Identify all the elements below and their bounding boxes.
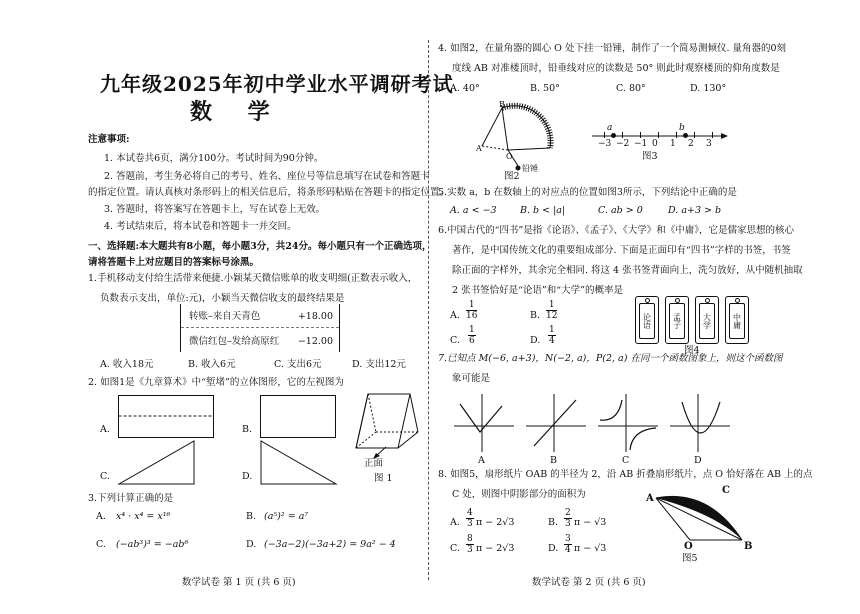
bookmark-hole — [705, 298, 710, 303]
note-2-cont: 的指定位置。请认真核对条形码上的相关信息后，将条形码粘贴在答题卡的指定位置。 — [88, 187, 450, 198]
number-line-tick-label: −2 — [616, 139, 630, 149]
q2-option-a-label[interactable]: A. — [100, 424, 110, 435]
q2-option-d-figure[interactable] — [260, 440, 340, 490]
q2-option-a-figure[interactable] — [118, 395, 218, 445]
q2-option-b-figure[interactable] — [260, 395, 340, 445]
q3-option-d-expr: (−3a−2)(−3a+2) = 9a² − 4 — [264, 539, 396, 550]
figure-4-bookmarks — [635, 296, 755, 346]
bookmark-hole — [675, 298, 680, 303]
q6-text-cont: 除正面的字样外，其余完全相同. 将这 4 张书签背面向上，洗匀放好，从中随机抽取 — [452, 265, 803, 276]
note-3: 3. 答题时，将答案写在答题卡上，写在试卷上无效。 — [104, 204, 326, 215]
bill-row-label: 转账–来自天青色 — [189, 311, 261, 322]
figure-2-protractor — [480, 100, 560, 178]
q1-text-cont: 负数表示支出，单位:元)，小颖当天微信收支的最终结果是 — [100, 293, 345, 304]
q7-graph-option-label[interactable]: D — [694, 455, 702, 466]
number-line-tick-label: −1 — [634, 139, 648, 149]
q4-option-c[interactable]: C. 80° — [616, 83, 646, 94]
q6-option-a-fraction: $\frac{1}{16}$ — [466, 300, 478, 321]
graph-curve — [460, 404, 502, 432]
right-page — [430, 0, 860, 614]
q8-option-c-label[interactable]: C. — [450, 543, 460, 554]
bookmark-hole — [645, 298, 650, 303]
q5-text: 5.实数 a，b 在数轴上的对应点的位置如图3所示，下列结论中正确的是 — [438, 187, 737, 198]
front-label: 正面 — [364, 458, 384, 469]
q6-text-cont: 著作，是中国传统文化的重要组成部分. 下面是正面印有“四书”字样的书签，书签 — [452, 245, 791, 256]
q4-option-a[interactable]: A. 40° — [450, 83, 480, 94]
fig2-label-a: A — [476, 144, 482, 153]
graph-curve — [682, 402, 720, 433]
q8-option-d-rest: π − √3 — [574, 543, 607, 554]
bookmark-text: 大学 — [699, 303, 715, 339]
q7-text-cont: 象可能是 — [452, 373, 491, 384]
q7-graph-option-label[interactable]: C — [622, 455, 630, 466]
fig5-label-c: C — [722, 485, 730, 496]
bookmark-hole — [735, 298, 740, 303]
q1-option-c[interactable]: C. 支出6元 — [274, 359, 322, 370]
q8-option-b-label[interactable]: B. — [548, 517, 559, 528]
q8-option-c-rest: π − 2√3 — [476, 543, 515, 554]
graph-axes — [526, 394, 586, 452]
q1-option-a[interactable]: A. 收入18元 — [100, 359, 154, 370]
q8-option-a-label[interactable]: A. — [450, 517, 460, 528]
figure-1-caption: 图 1 — [374, 473, 393, 484]
q7-text: 7.已知点 M(−6, a+3)，N(−2, a)，P(2, a) 在同一个函数图象上，则这个函数图 — [438, 353, 783, 364]
q3-option-c-expr: (−ab³)³ = −ab⁶ — [116, 539, 189, 550]
number-line-tick — [712, 132, 713, 138]
q8-option-d-label[interactable]: D. — [548, 543, 559, 554]
number-line-tick-label: 1 — [670, 139, 676, 149]
q6-text: 6.中国古代的“四书”是指《论语》、《孟子》、《大学》和《中庸》，它是儒家思想的核心 — [438, 225, 795, 236]
number-line-tick — [676, 132, 677, 138]
q4-option-d[interactable]: D. 130° — [690, 83, 727, 94]
q3-option-a-expr: x⁴ · x⁴ = x¹⁶ — [116, 511, 171, 522]
q7-graph-option-label[interactable]: B — [550, 455, 557, 466]
q3-option-c-label[interactable]: C. — [96, 539, 106, 550]
subject-title: 数 学 — [190, 99, 284, 125]
q3-option-d-label[interactable]: D. — [246, 539, 257, 550]
note-4: 4. 考试结束后，将本试卷和答题卡一并交回。 — [104, 221, 297, 232]
number-line-point-a — [611, 133, 616, 138]
page-footer: 数学试卷 第 1 页 (共 6 页) — [182, 577, 296, 588]
q3-option-a-label[interactable]: A. — [96, 511, 106, 522]
bookmark-card — [635, 296, 659, 344]
q2-option-c-label[interactable]: C. — [100, 471, 110, 482]
fig5-label-b: B — [744, 541, 753, 552]
q3-text: 3.下列计算正确的是 — [88, 493, 174, 504]
bookmark-card — [725, 296, 749, 344]
figure-1-prism — [352, 388, 422, 453]
q8-option-d-fraction: $\frac{3}{4}$ — [565, 534, 571, 555]
q8-option-b-fraction: $\frac{2}{3}$ — [565, 508, 571, 529]
number-line-point-b — [683, 133, 688, 138]
q2-option-d-label[interactable]: D. — [242, 471, 253, 482]
bookmark-text: 孟子 — [669, 303, 685, 339]
q2-text: 2. 如图1是《九章算术》中“堑堵”的立体图形，它的左视图为 — [88, 377, 344, 388]
q6-option-b-label[interactable]: B. — [530, 310, 541, 321]
figure-2-caption: 图2 — [504, 171, 520, 182]
page-divider — [428, 40, 429, 580]
q1-text: 1.手机移动支付给生活带来便捷.小颖某天微信账单的收支明细(正数表示收入， — [88, 273, 418, 284]
bill-row-label: 微信红包–发给高原红 — [189, 336, 280, 347]
q6-option-d-label[interactable]: D. — [530, 335, 541, 346]
graph-curve — [600, 400, 656, 450]
number-line-tick-label: 3 — [706, 139, 712, 149]
fig3-point-b: b — [679, 123, 685, 133]
q8-option-c-fraction: $\frac{8}{3}$ — [467, 534, 473, 555]
q8-text-cont: C 处，则图中阴影部分的面积为 — [452, 489, 586, 500]
q5-option-a[interactable]: A. a < −3 — [450, 205, 497, 216]
fig5-label-a: A — [646, 493, 654, 504]
fig3-point-a: a — [607, 123, 613, 133]
q7-graph-option[interactable] — [668, 392, 734, 454]
q8-option-a-rest: π − 2√3 — [476, 517, 515, 528]
q6-text-cont: 2 张书签恰好是“论语”和“大学”的概率是 — [452, 285, 623, 296]
number-line-tick — [694, 132, 695, 138]
graph-curve — [534, 400, 576, 446]
q1-bill-table — [180, 304, 340, 352]
bookmark-card — [695, 296, 719, 344]
fig5-label-o: O — [684, 541, 693, 552]
q6-option-d-fraction: $\frac{1}{4}$ — [549, 325, 555, 346]
graph-axes — [598, 394, 658, 452]
q6-option-a-label[interactable]: A. — [450, 310, 460, 321]
section1-instructions-cont: 请将答题卡上对应题目的答案标号涂黑。 — [88, 257, 260, 268]
number-line-tick — [658, 132, 659, 138]
figure-5-caption: 图5 — [682, 553, 698, 564]
bill-row-amount: +18.00 — [297, 311, 333, 322]
section1-instructions: 一、选择题:本大题共有8小题，每小题3分，共24分。每小题只有一个正确选项， — [88, 241, 432, 252]
q3-option-b-expr: (a⁵)² = a⁷ — [264, 511, 309, 522]
q8-option-a-fraction: $\frac{4}{3}$ — [467, 508, 473, 529]
q6-option-c-fraction: $\frac{1}{6}$ — [469, 325, 475, 346]
note-1: 1. 本试卷共6页，满分100分。考试时间为90分钟。 — [104, 153, 324, 164]
q5-option-d[interactable]: D. a+3 > b — [668, 205, 722, 216]
q7-graph-option[interactable] — [596, 392, 662, 454]
notes-heading: 注意事项: — [88, 134, 130, 145]
q2-option-b-label[interactable]: B. — [242, 424, 253, 435]
fig2-weight-label: 铅锤 — [522, 164, 538, 173]
graph-axes — [454, 394, 514, 452]
q5-option-c[interactable]: C. ab > 0 — [598, 205, 643, 216]
q5-option-b[interactable]: B. b < |a| — [520, 205, 566, 216]
q4-text: 4. 如图2，在量角器的圆心 O 处下挂一铅锤，制作了一个简易测倾仪. 量角器的0刻 — [438, 43, 787, 54]
q2-option-c-figure[interactable] — [118, 440, 198, 490]
figure-4-caption: 图4 — [684, 345, 700, 356]
q4-text-cont: 度线 AB 对准楼顶时，铅垂线对应的读数是 50° 则此时观察楼顶的仰角度数是 — [452, 63, 780, 74]
q3-option-b-label[interactable]: B. — [246, 511, 257, 522]
exam-title: 九年级2025年初中学业水平调研考试 — [100, 72, 454, 96]
bookmark-card — [665, 296, 689, 344]
page-footer: 数学试卷 第 2 页 (共 6 页) — [532, 577, 646, 588]
note-2: 2. 答题前，考生务必将自己的考号、姓名、座位号等信息填写在试卷和答题卡 — [104, 171, 430, 182]
number-line-tick-label: 2 — [688, 139, 694, 149]
fig2-label-o: O — [506, 152, 513, 161]
graph-axes — [670, 394, 730, 452]
q1-option-d[interactable]: D. 支出12元 — [352, 359, 406, 370]
q4-option-b[interactable]: B. 50° — [530, 83, 560, 94]
number-line-tick-label: 0 — [652, 139, 658, 149]
q7-graph-option[interactable] — [524, 392, 590, 454]
q6-option-c-label[interactable]: C. — [450, 335, 460, 346]
q7-graph-option[interactable] — [452, 392, 518, 454]
q7-graph-option-label[interactable]: A — [478, 455, 485, 466]
number-line-tick-label: −3 — [598, 139, 612, 149]
bill-row-amount: −12.00 — [297, 336, 333, 347]
bookmark-text: 论语 — [639, 303, 655, 339]
fig2-label-b: B — [499, 100, 505, 109]
q1-option-b[interactable]: B. 收入6元 — [188, 359, 236, 370]
q8-option-b-rest: π − √3 — [574, 517, 607, 528]
q8-text: 8. 如图5，扇形纸片 OAB 的半径为 2，沿 AB 折叠扇形纸片，点 O 恰好落在 AB 上的点 — [438, 469, 813, 480]
q6-option-b-fraction: $\frac{1}{12}$ — [546, 300, 558, 321]
bookmark-text: 中庸 — [729, 303, 745, 339]
figure-3-caption: 图3 — [642, 151, 658, 162]
